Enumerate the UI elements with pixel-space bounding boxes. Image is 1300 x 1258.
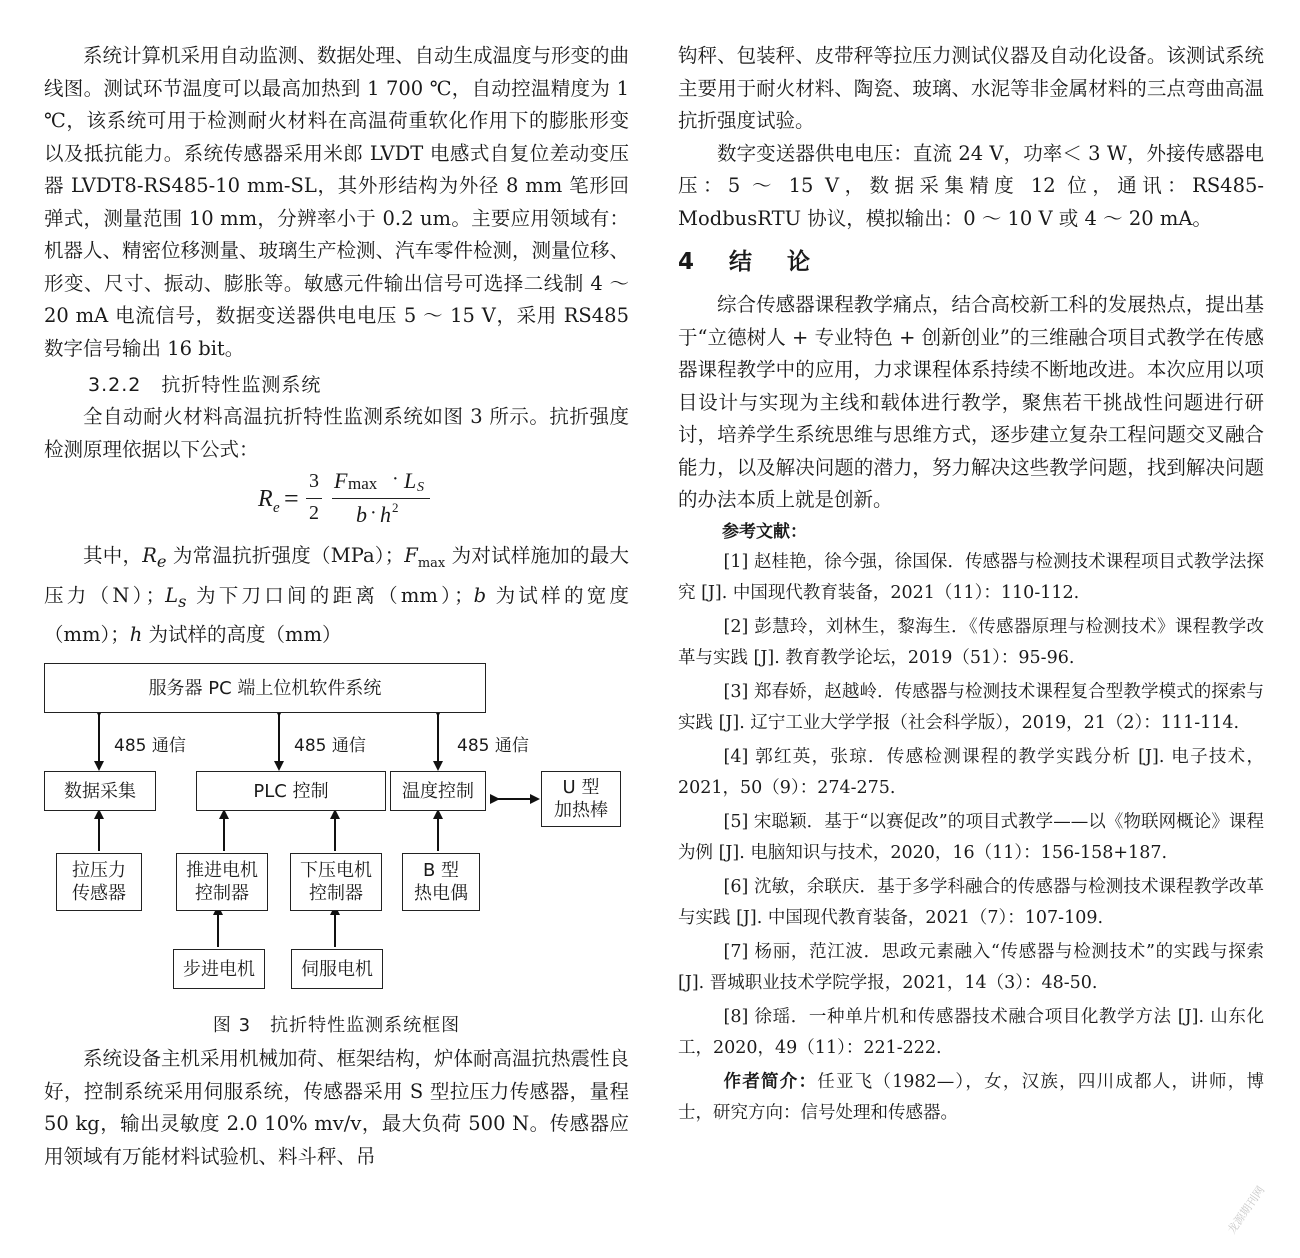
- author-bio-label: 作者简介：: [723, 1071, 818, 1092]
- push-motor-controller-box: [176, 853, 268, 911]
- box-label: 推进电机: [186, 860, 258, 882]
- formula: [44, 466, 629, 540]
- num-F: F: [334, 468, 348, 493]
- data-acquisition-box: [44, 771, 156, 811]
- box-label: 步进电机: [183, 958, 255, 980]
- box-label: 加热棒: [554, 800, 608, 822]
- def-text: 为对试样施加的最大压力（N）；: [44, 544, 629, 608]
- plc-control-box: [196, 771, 386, 811]
- heater-box: [541, 771, 621, 827]
- body-paragraph: 全自动耐火材料高温抗折特性监测系统如图 3 所示。抗折强度检测原理依据以下公式：: [44, 405, 629, 461]
- load-sensor-box: [56, 853, 142, 911]
- num-L: L: [404, 468, 417, 493]
- body-paragraph: 系统设备主机采用机械加荷、框架结构，炉体耐高温抗热震性良好，控制系统采用伺服系统，传感器采用 S 型拉压力传感器，量程 50 kg，输出灵敏度 2.0 10% mv/v，最大负荷 500 N。传感器应用领域有万能材料试验机、料斗秤、吊: [44, 1047, 630, 1168]
- def-text: 为试样的高度（mm）: [142, 622, 342, 646]
- var-Fmax: F: [404, 544, 418, 567]
- comm-label: 485 通信: [457, 736, 529, 757]
- comm-label: 485 通信: [294, 736, 366, 757]
- box-label: B 型: [422, 860, 460, 882]
- author-bio-text: 任亚飞（1982—），女，汉族，四川成都人，讲师，博士，研究方向：信号处理和传感器。: [678, 1071, 1264, 1123]
- den-h: h: [380, 502, 391, 527]
- comm-label: 485 通信: [114, 736, 186, 757]
- figure-caption: 图 3 抗折特性监测系统框图: [212, 1015, 461, 1037]
- box-label: U 型: [562, 777, 600, 799]
- den-dot: ·: [370, 502, 377, 524]
- main-fraction-bar: [332, 498, 430, 499]
- box-label: 数据采集: [64, 780, 136, 802]
- box-label: 热电偶: [414, 883, 468, 905]
- reference-item: [4] 郭红英，张琼．传感检测课程的教学实践分析 [J]. 电子技术，2021，50（9）：274-275.: [678, 746, 1264, 798]
- author-bio: [678, 1067, 1264, 1129]
- coef-numerator: 3: [309, 470, 319, 492]
- reference-item: [8] 徐瑶．一种单片机和传感器技术融合项目化教学方法 [J]. 山东化工，2020，49（11）：221-222.: [678, 1006, 1264, 1058]
- box-label: 控制器: [195, 883, 249, 905]
- left-column: [44, 40, 629, 1173]
- coef-fraction-bar: [306, 498, 322, 499]
- variable-definitions: [44, 540, 629, 651]
- box-label: 温度控制: [402, 780, 474, 802]
- stepper-motor-box: [173, 949, 265, 989]
- box-label: 拉压力: [72, 860, 126, 882]
- reference-item: [2] 彭慧玲，刘林生，黎海生．《传感器原理与检测技术》课程教学改革与实践 [J]. 教育教学论坛，2019（51）：95-96.: [678, 616, 1264, 668]
- subsection-heading: 3.2.2 抗折特性监测系统: [88, 374, 322, 396]
- var-Re-sub: e: [156, 551, 167, 571]
- box-label: 控制器: [309, 883, 363, 905]
- server-pc-box: [44, 663, 486, 713]
- watermark: 龙源期刊网: [1225, 1183, 1268, 1237]
- var-Ls: L: [165, 584, 179, 608]
- references-list: [678, 547, 1264, 1064]
- reference-item: [3] 郑春娇，赵越岭．传感器与检测技术课程复合型教学模式的探索与实践 [J]. 辽宁工业大学学报（社会科学版），2019，21（2）：111-114.: [678, 681, 1264, 733]
- num-L-sub: S: [417, 480, 424, 495]
- def-text: 为试样的宽度（mm）；: [44, 584, 629, 646]
- body-paragraph: 钩秤、包装秤、皮带秤等拉压力测试仪器及自动化设备。该测试系统主要用于耐火材料、陶瓷、玻璃、水泥等非金属材料的三点弯曲高温抗折强度试验。: [678, 44, 1264, 132]
- formula-lhs: R: [258, 486, 273, 512]
- body-paragraph: 系统计算机采用自动监测、数据处理、自动生成温度与形变的曲线图。测试环节温度可以最高加热到 1 700 ℃，自动控温精度为 1 ℃，该系统可用于检测耐火材料在高温荷重软化作用下的膨胀形变以及抵抗能力。系统传感器采用米郎 LVDT 电感式自复位差动变压器 LVDT8-RS485-10 mm-SL，其外形结构为外径 8 mm 笔形回弹式，测量范围 10 mm，分辨率小于 0.2 um。主要应用领域有：机器人、精密位移测量、玻璃生产检测、汽车零件检测，测量位移、形变、尺寸、振动、膨胀等。敏感元件输出信号可选择二线制 4 ～ 20 mA 电流信号，数据变送器供电电压 5 ～ 15 V，采用 RS485 数字信号输出 16 bit。: [44, 44, 630, 360]
- den-b: b: [356, 502, 367, 527]
- coef-denominator: 2: [309, 502, 319, 524]
- reference-item: [7] 杨丽，范江波．思政元素融入“传感器与检测技术”的实践与探索 [J]. 晋城职业技术学院学报，2021，14（3）：48-50.: [678, 941, 1264, 993]
- body-paragraph: 数字变送器供电电压：直流 24 V，功率＜ 3 W，外接传感器电压：5 ～ 15 V，数据采集精度 12 位，通讯：RS485-ModbusRTU 协议，模拟输出：0 ～ 10 V 或 4 ～ 20 mA。: [678, 141, 1264, 230]
- num-F-sub: max: [348, 474, 378, 493]
- box-label: 服务器 PC 端上位机软件系统: [148, 677, 382, 699]
- formula-lhs-sub: e: [273, 500, 280, 516]
- num-dot: ·: [392, 468, 399, 490]
- var-Ls-sub: s: [178, 592, 187, 612]
- box-label: PLC 控制: [253, 780, 329, 802]
- def-text: 为下刀口间的距离（mm）；: [186, 584, 474, 608]
- right-column: [678, 40, 1264, 1129]
- box-label: 传感器: [72, 883, 126, 905]
- block-diagram: [44, 663, 629, 1023]
- body-paragraph: 综合传感器课程教学痛点，结合高校新工科的发展热点，提出基于“立德树人 + 专业特色 + 创新创业”的三维融合项目式教学在传感器课程教学中的应用，力求课程体系持续不断地改进。本次应用以项目设计与实现为主线和载体进行教学，聚焦若干挑战性问题进行研讨，培养学生系统思维与思维方式，逐步建立复杂工程问题交叉融合能力，以及解决问题的潜力，努力解决这些教学问题，找到解决问题的办法本质上就是创新。: [678, 293, 1264, 511]
- var-b: b: [473, 584, 487, 608]
- reference-item: [6] 沈敏，余联庆．基于多学科融合的传感器与检测技术课程教学改革与实践 [J]. 中国现代教育装备，2021（7）：107-109.: [678, 876, 1264, 928]
- def-text: 其中，: [83, 544, 143, 567]
- var-Re: R: [142, 544, 157, 567]
- references-heading: 参考文献：: [722, 521, 807, 542]
- box-label: 下压电机: [300, 860, 372, 882]
- press-motor-controller-box: [290, 853, 382, 911]
- section-heading: 4 结 论: [678, 249, 817, 275]
- var-Fmax-sub: max: [417, 555, 446, 571]
- thermocouple-box: [402, 853, 480, 911]
- reference-item: [5] 宋聪颖．基于“以赛促改”的项目式教学——以《物联网概论》课程为例 [J]. 电脑知识与技术，2020，16（11）：156-158+187.: [678, 811, 1264, 863]
- formula-equals: =: [284, 484, 299, 513]
- servo-motor-box: [291, 949, 383, 989]
- den-exp: 2: [392, 500, 399, 515]
- reference-item: [1] 赵桂艳，徐今强，徐国保．传感器与检测技术课程项目式教学法探究 [J]. 中国现代教育装备，2021（11）：110-112.: [678, 551, 1264, 603]
- var-h: h: [129, 622, 143, 646]
- def-text: 为常温抗折强度（MPa）；: [166, 544, 405, 567]
- box-label: 伺服电机: [301, 958, 373, 980]
- temperature-control-box: [390, 771, 486, 811]
